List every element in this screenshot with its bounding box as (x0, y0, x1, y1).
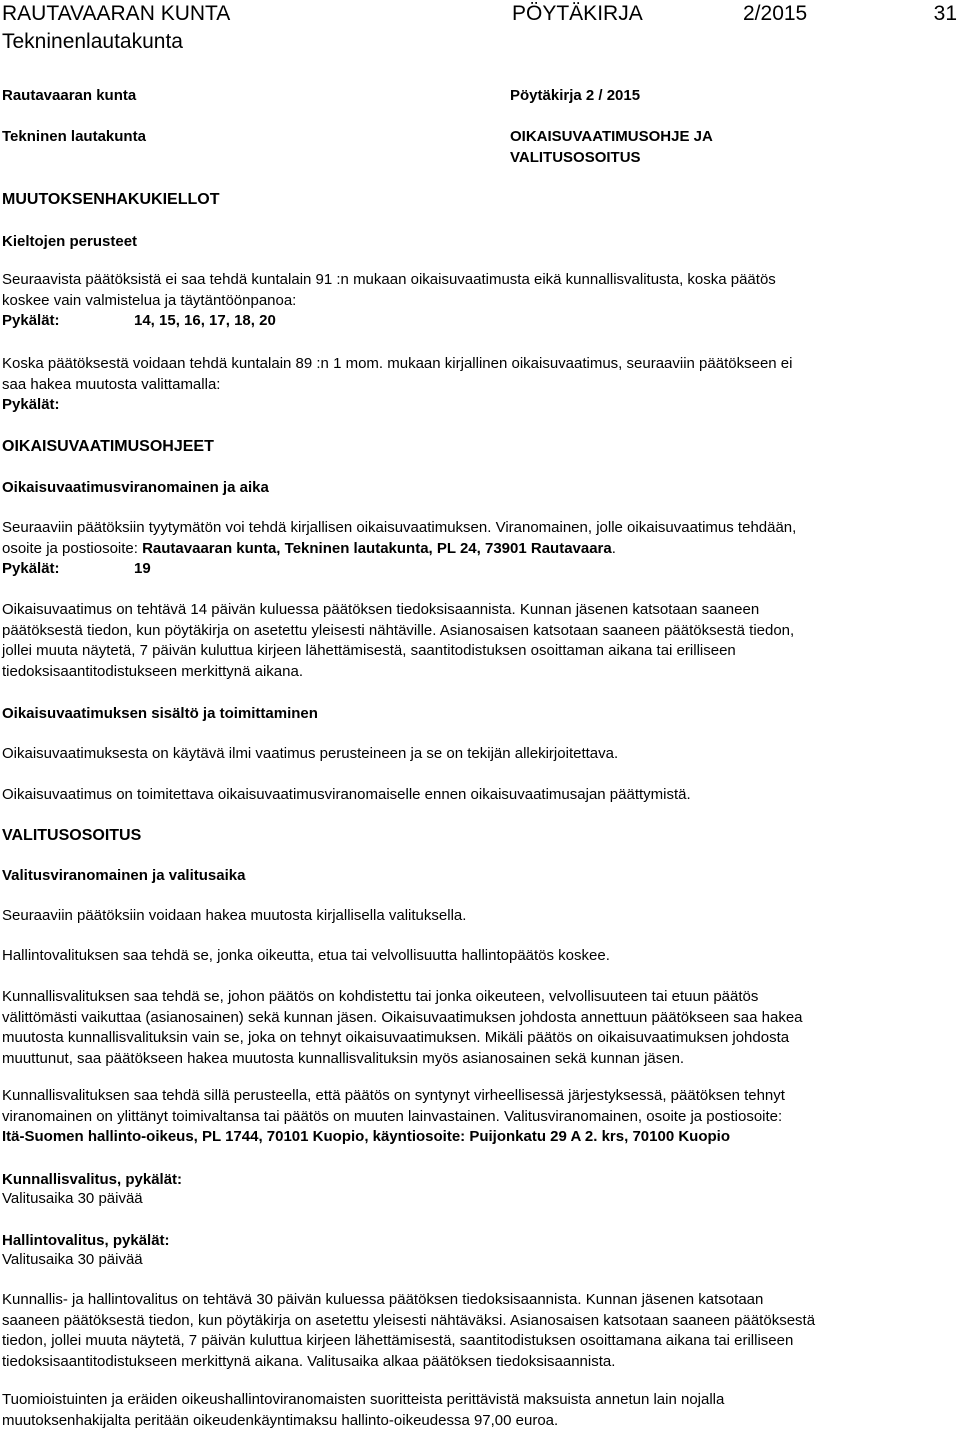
municipal-appeal-label: Kunnallisvalitus, pykälät: (2, 1171, 183, 1188)
section-heading-prohibitions: MUUTOKSENHAKUKIELLOT (2, 191, 220, 208)
text-line: Kunnallisvalituksen saa tehdä se, johon päätös on kohdistettu tai jonka oikeuteen, velvollisuuteen tai etuun päätös (2, 988, 759, 1005)
text-line: tiedon, jollei muuta näytetä, 7 päivän kuluttua kirjeen lähettämisestä, saantitodistuksen osoittamana aikana tai erilliseen (2, 1332, 794, 1350)
text-line: jollei muuta näytetä, 7 päivän kuluttua kirjeen lähettämisestä, saantitodistuksen osoittaman aikana tai erilliseen (2, 642, 736, 660)
pykalat-row (2, 559, 952, 580)
board-name: Tekninen lautakunta (2, 128, 146, 145)
text-line: saaneen päätöksestä tiedon, kun pöytäkirja on asetettu yleisesti nähtäväksi. Asianosaisen katsotaan saaneen päätöksestä (2, 1311, 816, 1329)
admin-appeal-time: Valitusaika 30 päivää (2, 1251, 143, 1268)
paragraph-municipal-appeal (2, 987, 952, 1069)
text-line: päätöksestä tiedon, kun pöytäkirja on asetettu yleisesti nähtäville. Asianosaisen katsotaan saaneen päätöksestä tiedon, (2, 621, 795, 639)
admin-appeal-label: Hallintovalitus, pykälät: (2, 1232, 170, 1249)
paragraph-admin-appeal: Hallintovalituksen saa tehdä se, jonka oikeutta, etua tai velvollisuutta hallintopäätös koskee. (2, 947, 610, 964)
text-line: tiedoksisaantitodistukseen merkittynä aikana. (2, 662, 303, 680)
subheading-appeal-authority: Valitusviranomainen ja valitusaika (2, 867, 246, 884)
pykalat-row (2, 311, 952, 332)
court-address: Itä-Suomen hallinto-oikeus, PL 1744, 70101 Kuopio, käyntiosoite: Puijonkatu 29 A 2. krs, 70100 Kuopio (2, 1128, 730, 1146)
text-line: Tuomioistuinten ja eräiden oikeushallintoviranomaisten suoritteista perittävistä maksuista annetun lain nojalla (2, 1391, 725, 1408)
text-line: saa hakea muutosta valittamalla: (2, 375, 221, 393)
header-board: Tekninenlautakunta (2, 30, 183, 53)
text-line: muuttunut, saa päätökseen hakea muutosta kunnallisvalituksin myös asianosainen sekä kunnan jäsen. (2, 1049, 685, 1067)
text-line: Seuraaviin päätöksiin tyytymätön voi tehdä kirjallisen oikaisuvaatimuksen. Viranomainen, jolle oikaisuvaatimus tehdään, (2, 519, 797, 536)
text-span: . (611, 539, 616, 557)
municipal-appeal-time: Valitusaika 30 päivää (2, 1190, 143, 1207)
header-org: RAUTAVAARAN KUNTA (2, 2, 231, 25)
paragraph-deadline (2, 600, 952, 682)
text-line: muutosta kunnallisvalituksin vain se, joka on tehnyt oikaisuvaatimuksen. Mikäli päätös on oikaisuvaatimuksen johdosta (2, 1029, 790, 1047)
subheading-content: Oikaisuvaatimuksen sisältö ja toimittaminen (2, 705, 318, 722)
pykalat-label: Pykälät: (2, 560, 60, 578)
section-heading-rectification: OIKAISUVAATIMUSOHJEET (2, 438, 214, 455)
text-line: Oikaisuvaatimus on tehtävä 14 päivän kuluessa päätöksen tiedoksisaannista. Kunnan jäsenen katsotaan saaneen (2, 601, 760, 618)
text-line (2, 539, 952, 560)
paragraph-appeal-note (2, 354, 952, 416)
text-line: Seuraavista päätöksistä ei saa tehdä kuntalain 91 :n mukaan oikaisuvaatimusta eikä kunnallisvalitusta, koska päätös (2, 271, 776, 288)
minutes-number: Pöytäkirja 2 / 2015 (510, 87, 641, 104)
paragraph-appeal-deadline (2, 1290, 952, 1372)
text-line: Kunnallis- ja hallintovalitus on tehtävä 30 päivän kuluessa päätöksen tiedoksisaannista. Kunnan jäsenen katsotaan (2, 1291, 764, 1308)
paragraph-content: Oikaisuvaatimuksesta on käytävä ilmi vaatimus perusteineen ja se on tekijän allekirjoitettava. (2, 745, 619, 762)
pykalat-label: Pykälät: (2, 312, 60, 330)
paragraph-authority (2, 518, 952, 580)
subheading-grounds: Kieltojen perusteet (2, 233, 138, 250)
pykalat-label: Pykälät: (2, 396, 60, 414)
subheading-authority-time: Oikaisuvaatimusviranomainen ja aika (2, 479, 269, 496)
authority-address: Rautavaaran kunta, Tekninen lautakunta, PL 24, 73901 Rautavaara (142, 539, 612, 557)
header-doc-number: 2/2015 (743, 2, 808, 25)
text-line: välittömästi vaikuttaa (asianosainen) sekä kunnan jäsen. Oikaisuvaatimuksen johdosta annettuun päätökseen saa hakea (2, 1008, 803, 1026)
paragraph-written-appeal: Seuraaviin päätöksiin voidaan hakea muutosta kirjallisella valituksella. (2, 907, 467, 924)
text-line: muutoksenhakijalta peritään oikeudenkäyntimaksu hallinto-oikeudessa 97,00 euroa. (2, 1411, 559, 1429)
paragraph-appeal-grounds (2, 1086, 952, 1148)
instructions-title-1: OIKAISUVAATIMUSOHJE JA (510, 128, 713, 145)
pykalat-value: 19 (134, 560, 151, 578)
text-line: tiedoksisaantitodistukseen merkittynä aikana. Valitusaika alkaa päätöksen tiedoksisaannista. (2, 1352, 616, 1370)
text-line: viranomainen on ylittänyt toimivaltansa tai päätös on muuten lainvastainen. Valitusviranomainen, osoite ja postiosoite: (2, 1107, 783, 1125)
pykalat-value: 14, 15, 16, 17, 18, 20 (134, 312, 276, 330)
text-line: koskee vain valmistelua ja täytäntöönpanoa: (2, 291, 297, 309)
page-number: 31 (933, 2, 957, 25)
header-doc-type: PÖYTÄKIRJA (512, 2, 643, 25)
section-heading-appeal: VALITUSOSOITUS (2, 827, 142, 844)
municipality-name: Rautavaaran kunta (2, 87, 137, 104)
instructions-title-2: VALITUSOSOITUS (510, 149, 641, 166)
text-span: osoite ja postiosoite: (2, 539, 143, 557)
text-line: Koska päätöksestä voidaan tehdä kuntalain 89 :n 1 mom. mukaan kirjallinen oikaisuvaatimus, seuraaviin päätökseen ei (2, 355, 793, 372)
paragraph-delivery: Oikaisuvaatimus on toimitettava oikaisuvaatimusviranomaiselle ennen oikaisuvaatimusajan päättymistä. (2, 786, 691, 803)
paragraph-prohibition-grounds (2, 270, 952, 332)
text-line: Kunnallisvalituksen saa tehdä sillä perusteella, että päätös on syntynyt virheellisessä järjestyksessä, päätöksen tehnyt (2, 1087, 785, 1104)
paragraph-fees (2, 1390, 952, 1431)
